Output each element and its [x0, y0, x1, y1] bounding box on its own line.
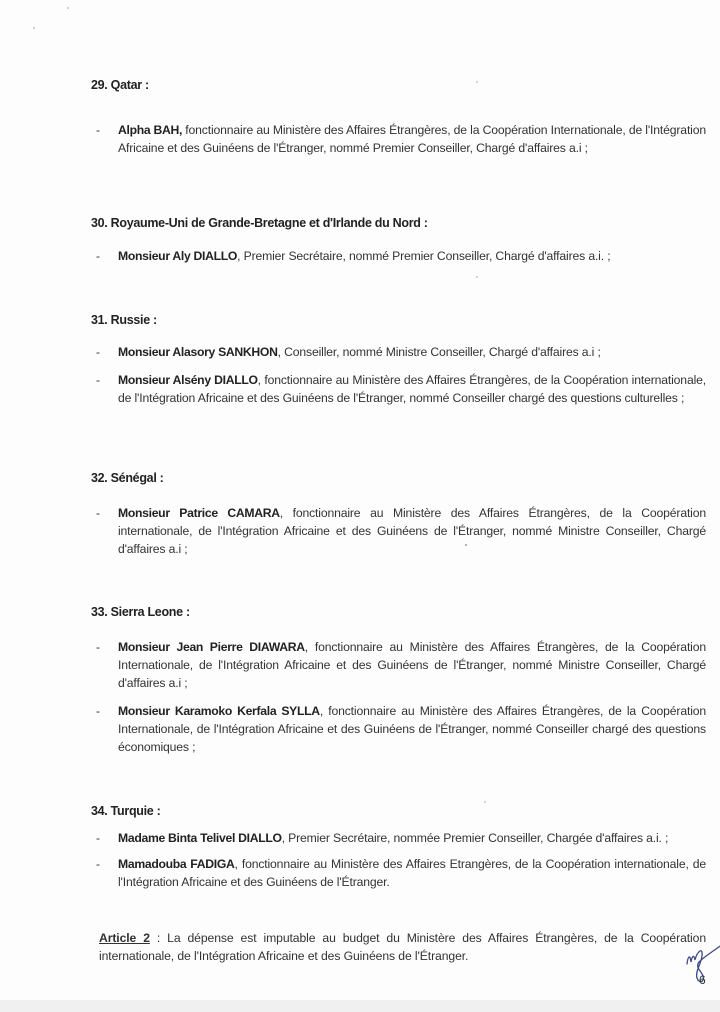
bullet-dash: -	[96, 704, 100, 718]
scan-speck	[476, 81, 478, 83]
bullet-dash: -	[96, 373, 100, 387]
bullet-dash: -	[96, 831, 100, 845]
article-text: : La dépense est imputable au budget du Ministère des Affaires Étrangères, de la Coopération internationale, de l'Intégration Africaine et des Guinéens de l'Étranger.	[99, 931, 706, 963]
person-name: Monsieur Alasory SANKHON	[118, 345, 278, 359]
list-item	[91, 371, 706, 407]
scan-speck	[476, 276, 478, 278]
scan-speck	[33, 27, 35, 29]
item-text: , Premier Secrétaire, nommé Premier Conseiller, Chargé d'affaires a.i. ;	[237, 249, 611, 263]
person-name: Monsieur Alsény DIALLO	[118, 373, 258, 387]
section-heading: 34. Turquie :	[91, 804, 161, 818]
section-turquie	[91, 804, 706, 891]
list-item	[91, 247, 706, 265]
scan-speck	[484, 801, 486, 803]
item-text: , Conseiller, nommé Ministre Conseiller, Chargé d'affaires a.i ;	[277, 345, 601, 359]
bullet-dash: -	[96, 249, 100, 263]
person-name: Monsieur Jean Pierre DIAWARA	[118, 640, 305, 654]
person-name: Monsieur Aly DIALLO	[118, 249, 238, 263]
scan-speck	[465, 544, 467, 546]
list-item	[91, 638, 706, 692]
section-heading: 29. Qatar :	[91, 78, 149, 92]
section-heading: 31. Russie :	[91, 313, 157, 327]
bullet-dash: -	[96, 123, 100, 137]
item-text: , fonctionnaire au Ministère des Affaires Étrangères, de la Coopération Internationale, de l'Intégration Africaine et des Guinéens de l'Étranger, nommé Ministre Conseiller, Chargé d'affaires a.i ;	[118, 640, 706, 690]
list-item	[91, 855, 706, 891]
section-russie	[91, 313, 706, 407]
section-senegal	[91, 471, 706, 558]
article-label: Article 2	[99, 931, 150, 945]
list-item	[91, 121, 706, 157]
bullet-dash: -	[96, 857, 100, 871]
bullet-dash: -	[96, 345, 100, 359]
person-name: Madame Binta Telivel DIALLO	[118, 831, 282, 845]
person-name: Mamadouba FADIGA	[118, 857, 235, 871]
page-number: 6	[699, 973, 706, 987]
scan-speck	[67, 7, 69, 9]
person-name: Monsieur Patrice CAMARA	[118, 506, 280, 520]
bullet-dash: -	[96, 506, 100, 520]
item-text: , fonctionnaire au Ministère des Affaires Étrangères, de la Coopération internationale, de l'Intégration Africaine et des Guinéens de l'Étranger, nommé Conseiller chargé des questions culturelles ;	[118, 373, 706, 405]
section-heading: 30. Royaume-Uni de Grande-Bretagne et d'Irlande du Nord :	[91, 216, 428, 230]
item-text: , fonctionnaire au Ministère des Affaires Étrangères, de la Coopération Internationale, de l'Intégration Africaine et des Guinéens de l'Étranger, nommé Conseiller chargé des questions économiques ;	[118, 704, 707, 754]
section-qatar	[91, 78, 706, 157]
article-2	[99, 929, 706, 965]
list-item	[91, 702, 706, 756]
bullet-dash: -	[96, 640, 100, 654]
section-sierra-leone	[91, 605, 706, 756]
section-heading: 32. Sénégal :	[91, 471, 164, 485]
list-item	[91, 343, 706, 361]
person-name: Monsieur Karamoko Kerfala SYLLA	[118, 704, 320, 718]
item-text: , Premier Secrétaire, nommée Premier Conseiller, Chargée d'affaires a.i. ;	[281, 831, 669, 845]
item-text: , fonctionnaire au Ministère des Affaires Étrangères, de la Coopération internationale, de l'Intégration Africaine et des Guinéens de l'Étranger, nommé Ministre Conseiller, Chargé d'affaires a.i ;	[118, 506, 707, 556]
item-text: fonctionnaire au Ministère des Affaires Étrangères, de la Coopération Internationale, de l'Intégration Africaine et des Guinéens de l'Étranger, nommé Premier Conseiller, Chargé d'affaires a.i ;	[118, 123, 706, 155]
section-heading: 33. Sierra Leone :	[91, 605, 190, 619]
person-name: Alpha BAH,	[118, 123, 183, 137]
page-bottom-edge	[0, 1000, 720, 1012]
list-item	[91, 829, 706, 847]
item-text: , fonctionnaire au Ministère des Affaires Etrangères, de la Coopération internationale, de l'Intégration Africaine et des Guinéens de l'Étranger.	[118, 857, 706, 889]
section-royaume-uni	[91, 216, 706, 265]
list-item	[91, 504, 706, 558]
